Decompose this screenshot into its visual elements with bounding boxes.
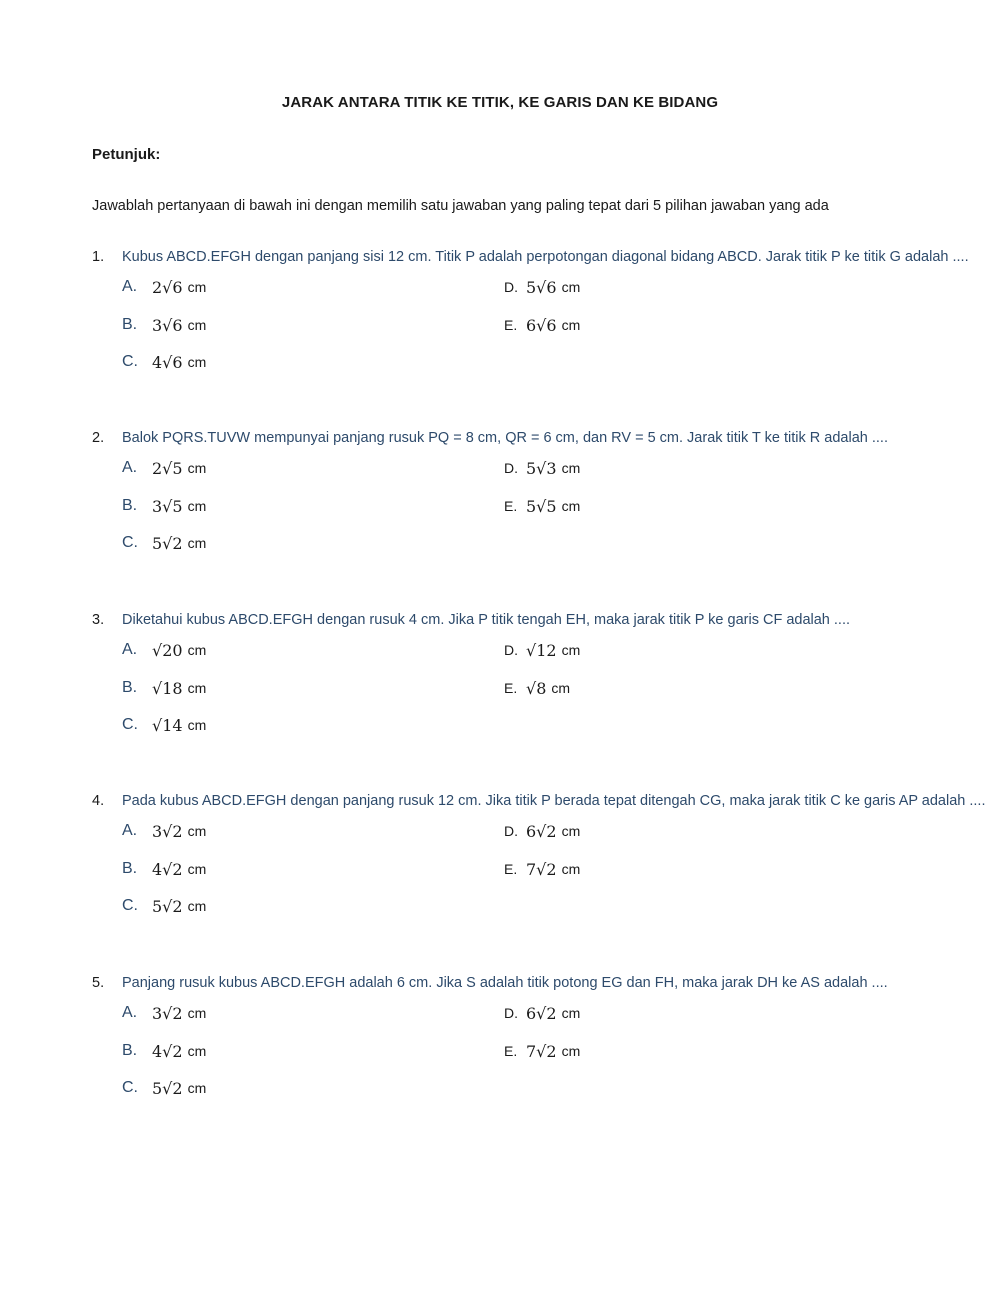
question-number: 2. (92, 430, 105, 446)
option-c[interactable] (122, 713, 206, 737)
option-letter: A. (122, 822, 138, 839)
option-d[interactable] (504, 456, 580, 480)
option-letter: C. (122, 353, 138, 370)
option-value: 5√3 (526, 458, 557, 478)
option-c[interactable] (122, 350, 206, 374)
option-letter: D. (504, 823, 518, 839)
option-value: 3√2 (152, 1003, 183, 1023)
option-letter: E. (504, 317, 518, 333)
option-a[interactable] (122, 638, 206, 662)
option-e[interactable] (504, 857, 580, 881)
option-value: 4√6 (152, 352, 183, 372)
option-letter: D. (504, 1005, 518, 1021)
option-c[interactable] (122, 1076, 206, 1100)
option-a[interactable] (122, 456, 206, 480)
instructions-heading: Petunjuk: (92, 146, 161, 163)
option-value: 6√2 (526, 821, 557, 841)
question-text: Diketahui kubus ABCD.EFGH dengan rusuk 4 cm. Jika P titik tengah EH, maka jarak titik P ke garis CF adalah .... (122, 612, 851, 628)
option-letter: B. (122, 1042, 138, 1059)
option-unit: cm (187, 1043, 207, 1059)
option-unit: cm (561, 498, 581, 514)
option-letter: B. (122, 316, 138, 333)
option-unit: cm (187, 498, 207, 514)
option-unit: cm (561, 1043, 581, 1059)
option-letter: E. (504, 498, 518, 514)
option-value: 5√2 (152, 896, 183, 916)
question-text: Kubus ABCD.EFGH dengan panjang sisi 12 cm. Titik P adalah perpotongan diagonal bidang ABCD. Jarak titik P ke titik G adalah .... (122, 249, 969, 265)
instructions-text: Jawablah pertanyaan di bawah ini dengan memilih satu jawaban yang paling tepat dari 5 pilihan jawaban yang ada (92, 198, 829, 214)
option-d[interactable] (504, 275, 580, 299)
option-unit: cm (561, 279, 581, 295)
option-letter: C. (122, 1079, 138, 1096)
option-unit: cm (561, 460, 581, 476)
option-value: √20 (152, 640, 183, 660)
option-value: 7√2 (526, 859, 557, 879)
option-unit: cm (187, 680, 207, 696)
option-a[interactable] (122, 1001, 206, 1025)
option-value: 6√6 (526, 315, 557, 335)
question-1 (92, 249, 969, 372)
option-unit: cm (561, 1005, 581, 1021)
option-letter: B. (122, 860, 138, 877)
option-value: 5√6 (526, 277, 557, 297)
option-value: 2√6 (152, 277, 183, 297)
option-letter: D. (504, 642, 518, 658)
option-e[interactable] (504, 494, 580, 518)
option-letter: C. (122, 534, 138, 551)
option-letter: C. (122, 897, 138, 914)
question-text: Panjang rusuk kubus ABCD.EFGH adalah 6 cm. Jika S adalah titik potong EG dan FH, maka jarak DH ke AS adalah .... (122, 975, 888, 991)
option-unit: cm (561, 642, 581, 658)
option-c[interactable] (122, 894, 206, 918)
option-value: √18 (152, 678, 183, 698)
option-unit: cm (561, 317, 581, 333)
question-text: Balok PQRS.TUVW mempunyai panjang rusuk PQ = 8 cm, QR = 6 cm, dan RV = 5 cm. Jarak titik T ke titik R adalah .... (122, 430, 888, 446)
option-value: 2√5 (152, 458, 183, 478)
option-value: 6√2 (526, 1003, 557, 1023)
option-value: √8 (526, 678, 547, 698)
option-unit: cm (187, 823, 207, 839)
option-letter: C. (122, 716, 138, 733)
option-unit: cm (187, 1080, 207, 1096)
option-letter: B. (122, 679, 138, 696)
option-e[interactable] (504, 313, 580, 337)
option-e[interactable] (504, 676, 570, 700)
option-value: 3√2 (152, 821, 183, 841)
option-value: √12 (526, 640, 557, 660)
option-unit: cm (551, 680, 571, 696)
option-letter: E. (504, 680, 518, 696)
option-value: 4√2 (152, 1041, 183, 1061)
question-4 (92, 793, 986, 916)
option-letter: E. (504, 1043, 518, 1059)
option-value: 3√6 (152, 315, 183, 335)
option-letter: D. (504, 279, 518, 295)
option-unit: cm (187, 861, 207, 877)
option-letter: B. (122, 497, 138, 514)
option-value: √14 (152, 715, 183, 735)
option-value: 5√2 (152, 1078, 183, 1098)
question-number: 1. (92, 249, 105, 265)
option-b[interactable] (122, 494, 206, 518)
option-d[interactable] (504, 819, 580, 843)
option-a[interactable] (122, 819, 206, 843)
option-unit: cm (187, 898, 207, 914)
option-unit: cm (187, 717, 207, 733)
option-unit: cm (187, 642, 207, 658)
question-3 (92, 612, 952, 735)
option-letter: A. (122, 278, 138, 295)
option-b[interactable] (122, 857, 206, 881)
question-5 (92, 975, 952, 1098)
option-b[interactable] (122, 676, 206, 700)
question-number: 3. (92, 612, 105, 628)
option-unit: cm (187, 317, 207, 333)
option-value: 4√2 (152, 859, 183, 879)
option-unit: cm (187, 279, 207, 295)
option-unit: cm (187, 1005, 207, 1021)
option-a[interactable] (122, 275, 206, 299)
option-letter: E. (504, 861, 518, 877)
option-unit: cm (561, 861, 581, 877)
option-value: 7√2 (526, 1041, 557, 1061)
question-text: Pada kubus ABCD.EFGH dengan panjang rusuk 12 cm. Jika titik P berada tepat ditengah CG, maka jarak titik C ke garis AP adalah .... (122, 793, 986, 809)
page-title: JARAK ANTARA TITIK KE TITIK, KE GARIS DAN KE BIDANG (281, 94, 719, 111)
option-c[interactable] (122, 531, 206, 555)
option-e[interactable] (504, 1039, 580, 1063)
option-letter: A. (122, 641, 138, 658)
option-unit: cm (187, 354, 207, 370)
option-d[interactable] (504, 1001, 580, 1025)
option-value: 5√2 (152, 533, 183, 553)
option-unit: cm (561, 823, 581, 839)
option-b[interactable] (122, 1039, 206, 1063)
option-value: 5√5 (526, 496, 557, 516)
option-value: 3√5 (152, 496, 183, 516)
option-letter: A. (122, 1004, 138, 1021)
question-number: 4. (92, 793, 105, 809)
question-2 (92, 430, 952, 553)
option-unit: cm (187, 460, 207, 476)
option-d[interactable] (504, 638, 580, 662)
option-letter: A. (122, 459, 138, 476)
question-number: 5. (92, 975, 105, 991)
option-b[interactable] (122, 313, 206, 337)
option-letter: D. (504, 460, 518, 476)
option-unit: cm (187, 535, 207, 551)
